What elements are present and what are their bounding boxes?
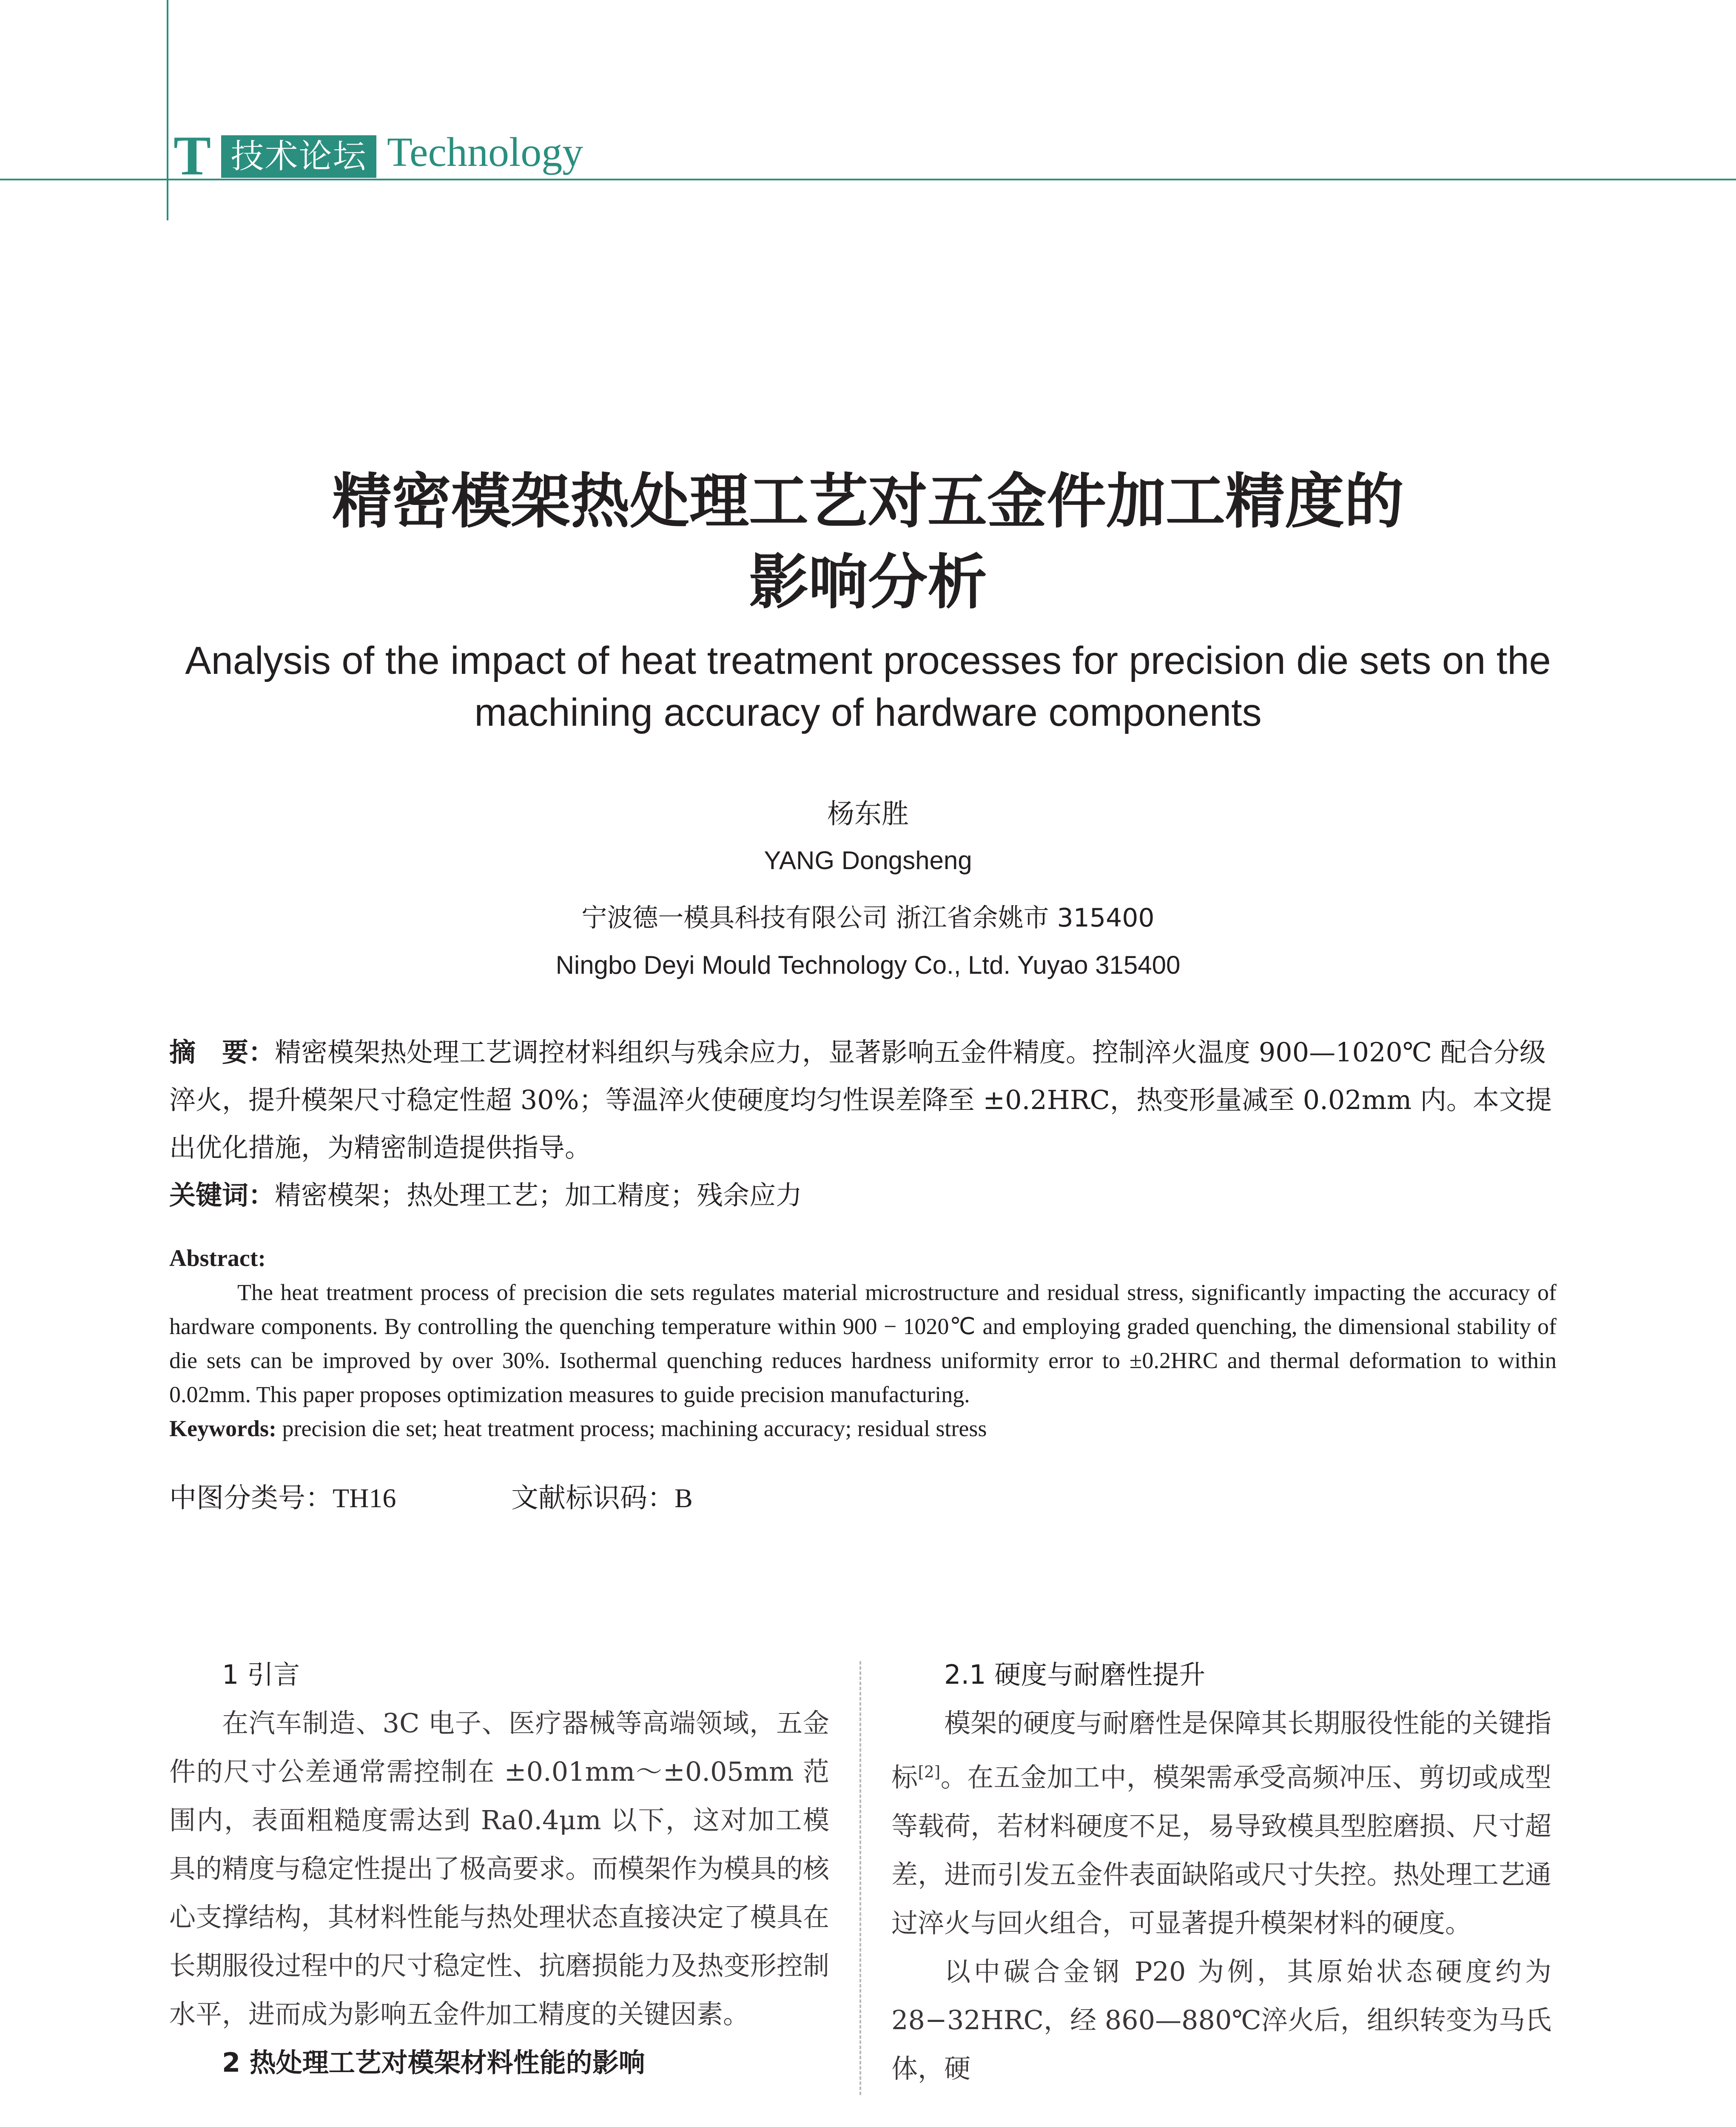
keywords-en: [169, 1411, 1557, 1446]
title-en-line-2: machining accuracy of hardware components: [474, 691, 1262, 734]
intro-paragraph: 在汽车制造、3C 电子、医疗器械等高端领域，五金件的尺寸公差通常需控制在 ±0.01mm～±0.05mm 范围内，表面粗糙度需达到 Ra0.4μm 以下，这对加工模具的精度与稳定性提出了极高要求。而模架作为模具的核心支撑结构，其材料性能与热处理状态直接决定了模具在长期服役过程中的尺寸稳定性、抗磨损能力及热变形控制水平，进而成为影响五金件加工精度的关键因素。: [169, 1708, 829, 2030]
author-name-en: YANG Dongsheng: [764, 846, 972, 875]
header-vertical-rule: [167, 0, 168, 220]
classification-line: [169, 1476, 693, 1515]
keywords-en-text: precision die set; heat treatment process; machining accuracy; residual stress: [282, 1416, 987, 1441]
section-letter-logo: T: [174, 124, 211, 187]
abstract-en-text: The heat treatment process of precision die sets regulates material microstructure and residual stress, significantly impacting the accuracy of hardware components. By controlling the quenching temperature within 900 − 1020℃ and employing graded quenching, the dimensional stability of die sets can be improved by over 30%. Isothermal quenching reduces hardness uniformity error to ±0.2HRC and thermal deformation to within 0.02mm. This paper proposes optimization measures to guide precision manufacturing.: [169, 1280, 1557, 1407]
keywords-cn-label: 关键词：: [169, 1180, 275, 1211]
column-divider: [859, 1661, 861, 2095]
affiliation-cn: 宁波德一模具科技有限公司 浙江省余姚市 315400: [581, 903, 1155, 933]
keywords-en-label: Keywords:: [169, 1416, 276, 1441]
header-horizontal-rule: [0, 179, 1736, 180]
doc-code-value: B: [674, 1483, 693, 1513]
hardness-paragraph: [891, 1699, 1551, 1947]
section-tag-cn: 技术论坛: [221, 135, 376, 178]
affiliation-en: Ningbo Deyi Mould Technology Co., Ltd. Yuyao 315400: [555, 951, 1181, 979]
body-left-column: [169, 1651, 829, 2087]
title-en-line-1: Analysis of the impact of heat treatment processes for precision die sets on the: [185, 639, 1551, 682]
title-cn-line-1: 精密模架热处理工艺对五金件加工精度的: [332, 467, 1404, 536]
section-heading-introduction: 1 引言: [222, 1659, 300, 1690]
body-right-column: [891, 1651, 1551, 2093]
section-heading-2: 2 热处理工艺对模架材料性能的影响: [222, 2047, 645, 2078]
clc-label: 中图分类号：: [169, 1483, 333, 1514]
keywords-cn: [169, 1172, 1557, 1219]
title-cn-line-2: 影响分析: [748, 548, 987, 617]
abstract-cn-text: 精密模架热处理工艺调控材料组织与残余应力，显著影响五金件精度。控制淬火温度 900—1020℃ 配合分级淬火，提升模架尺寸稳定性超 30%；等温淬火使硬度均匀性误差降至 ±0.2HRC，热变形量减至 0.02mm 内。本文提出优化措施，为精密制造提供指导。: [169, 1037, 1552, 1163]
p20-paragraph: 以中碳合金钢 P20 为例，其原始状态硬度约为 28−32HRC，经 860—880℃淬火后，组织转变为马氏体，硬: [891, 1956, 1551, 2084]
doc-code-label: 文献标识码：: [511, 1483, 674, 1514]
abstract-cn-label: 摘 要：: [169, 1037, 275, 1068]
abstract-en: [169, 1241, 1557, 1446]
section-heading-2-1: 2.1 硬度与耐磨性提升: [944, 1659, 1206, 1690]
hardness-paragraph-b: 。在五金加工中，模架需承受高频冲压、剪切或成型等载荷，若材料硬度不足，易导致模具型腔磨损、尺寸超差，进而引发五金件表面缺陷或尺寸失控。热处理工艺通过淬火与回火组合，可显著提升模架材料的硬度。: [891, 1762, 1551, 1939]
abstract-cn: [169, 1029, 1557, 1172]
keywords-cn-text: 精密模架；热处理工艺；加工精度；残余应力: [275, 1180, 803, 1211]
hardness-paragraph-a: 模架的硬度与耐磨性是保障其长期服役性能的关键指标: [891, 1708, 1551, 1793]
clc-value: TH16: [333, 1483, 396, 1513]
abstract-en-label: Abstract:: [169, 1245, 266, 1272]
section-tag-en: Technology: [387, 129, 583, 175]
author-name-cn: 杨东胜: [827, 798, 909, 830]
citation-ref: [2]: [918, 1762, 941, 1781]
